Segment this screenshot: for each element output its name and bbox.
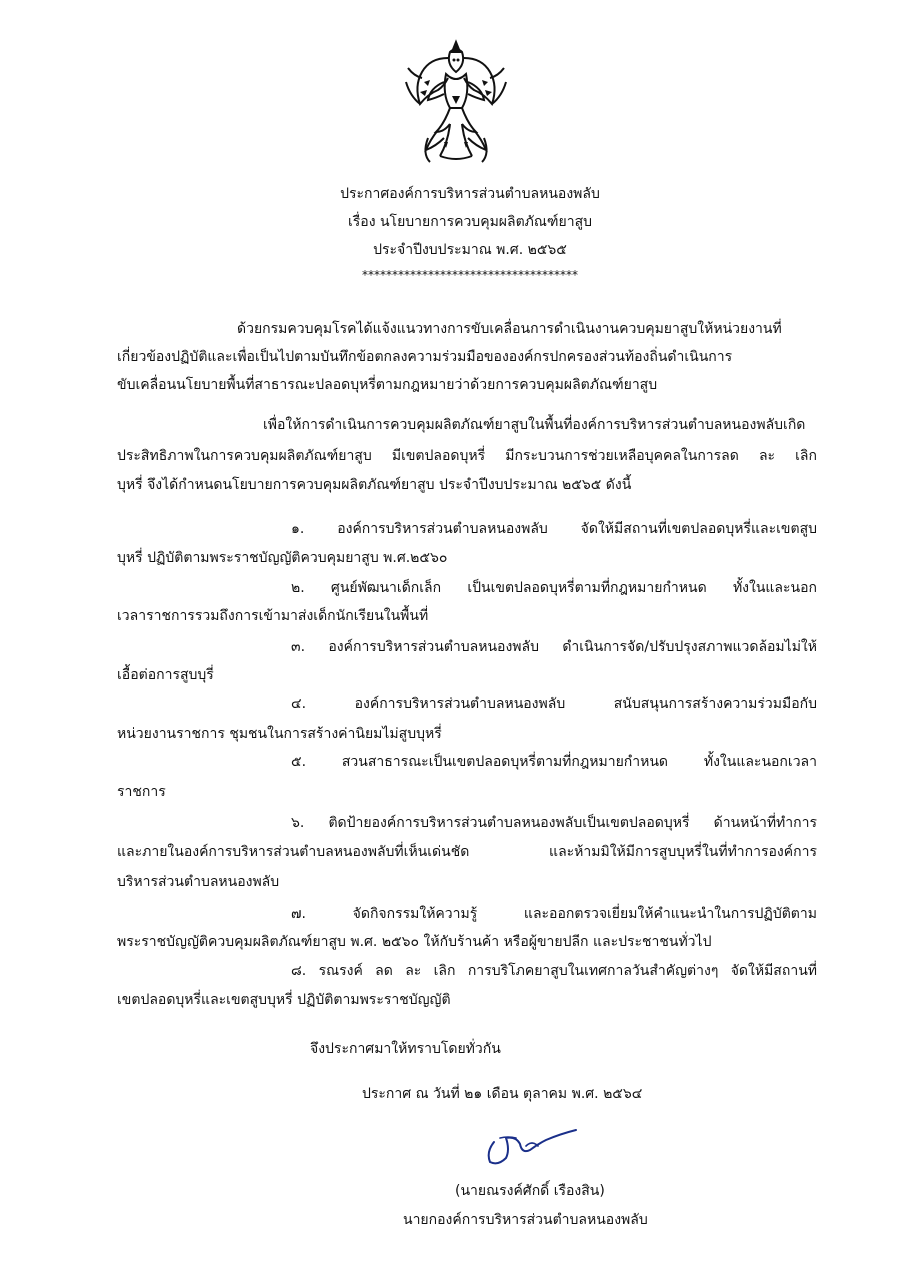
header-title: ประกาศองค์การบริหารส่วนตำบลหนองพลับ bbox=[340, 186, 600, 202]
header-subject: เรื่อง นโยบายการควบคุมผลิตภัณฑ์ยาสูบ bbox=[347, 214, 592, 230]
handwritten-signature bbox=[480, 1124, 580, 1170]
policy-item-8: ๘. รณรงค์ ลด ละ เลิก การบริโภคยาสูบในเทศกาลวันสำคัญต่างๆ จัดให้มีสถานที่ bbox=[291, 963, 817, 979]
policy-item-2: ๒. ศูนย์พัฒนาเด็กเล็ก เป็นเขตปลอดบุหรี่ตามที่กฎหมายกำหนด ทั้งในและนอก bbox=[291, 580, 817, 596]
policy-item-4-cont: หน่วยงานราชการ ชุมชนในการสร้างค่านิยมไม่สูบบุหรี่ bbox=[117, 726, 442, 742]
policy-item-8-cont: เขตปลอดบุหรี่และเขตสูบบุหรี่ ปฏิบัติตามพระราชบัญญัติ bbox=[117, 992, 451, 1008]
closing-announcement: จึงประกาศมาให้ทราบโดยทั่วกัน bbox=[310, 1041, 501, 1057]
intro-p2-line: บุหรี่ จึงได้กำหนดนโยบายการควบคุมผลิตภัณฑ์ยาสูบ ประจำปีงบประมาณ ๒๕๖๕ ดังนี้ bbox=[117, 477, 632, 493]
signatory-name: (นายณรงค์ศักดิ์ เรืองสิน) bbox=[455, 1183, 605, 1199]
policy-item-6-cont: และภายในองค์การบริหารส่วนตำบลหนองพลับที่เห็นเด่นชัด และห้ามมิให้มีการสูบบุหรี่ในที่ทำการองค์การ bbox=[117, 844, 817, 860]
announcement-date: ประกาศ ณ วันที่ ๒๑ เดือน ตุลาคม พ.ศ. ๒๕๖๔ bbox=[362, 1086, 643, 1102]
header-separator: ************************************ bbox=[362, 268, 578, 282]
policy-item-7-cont: พระราชบัญญัติควบคุมผลิตภัณฑ์ยาสูบ พ.ศ. ๒๕๖๐ ให้กับร้านค้า หรือผู้ขายปลีก และประชาชนทั่วไป bbox=[117, 934, 712, 950]
intro-p2-line: ประสิทธิภาพในการควบคุมผลิตภัณฑ์ยาสูบ มีเขตปลอดบุหรี่ มีกระบวนการช่วยเหลือบุคคลในการลด ละ เลิก bbox=[117, 448, 817, 464]
policy-item-5-cont: ราชการ bbox=[117, 784, 166, 800]
intro-p1-line: เกี่ยวข้องปฏิบัติและเพื่อเป็นไปตามบันทึกข้อตกลงความร่วมมือขององค์กรปกครองส่วนท้องถิ่นดำเนินการ bbox=[117, 349, 733, 365]
policy-item-6-cont: บริหารส่วนตำบลหนองพลับ bbox=[117, 874, 280, 890]
policy-item-5: ๕. สวนสาธารณะเป็นเขตปลอดบุหรี่ตามที่กฎหมายกำหนด ทั้งในและนอกเวลา bbox=[291, 754, 817, 770]
intro-p1-line: ขับเคลื่อนนโยบายพื้นที่สาธารณะปลอดบุหรี่ตามกฎหมายว่าด้วยการควบคุมผลิตภัณฑ์ยาสูบ bbox=[117, 377, 658, 393]
policy-item-3-cont: เอื้อต่อการสูบบุรี่ bbox=[117, 667, 214, 683]
intro-p1-line: ด้วยกรมควบคุมโรคได้แจ้งแนวทางการขับเคลื่อนการดำเนินงานควบคุมยาสูบให้หน่วยงานที่ bbox=[237, 321, 782, 337]
policy-item-1: ๑. องค์การบริหารส่วนตำบลหนองพลับ จัดให้มีสถานที่เขตปลอดบุหรี่และเขตสูบ bbox=[291, 521, 817, 537]
signatory-position: นายกองค์การบริหารส่วนตำบลหนองพลับ bbox=[403, 1212, 648, 1228]
policy-item-1-cont: บุหรี่ ปฏิบัติตามพระราชบัญญัติควบคุมยาสูบ พ.ศ.๒๕๖๐ bbox=[117, 550, 448, 566]
policy-item-4: ๔. องค์การบริหารส่วนตำบลหนองพลับ สนับสนุนการสร้างความร่วมมือกับ bbox=[291, 696, 817, 712]
policy-item-3: ๓. องค์การบริหารส่วนตำบลหนองพลับ ดำเนินการจัด/ปรับปรุงสภาพแวดล้อมไม่ให้ bbox=[291, 639, 817, 655]
policy-item-2-cont: เวลาราชการรวมถึงการเข้ามาส่งเด็กนักเรียนในพื้นที่ bbox=[117, 608, 429, 624]
intro-p2-line: เพื่อให้การดำเนินการควบคุมผลิตภัณฑ์ยาสูบในพื้นที่องค์การบริหารส่วนตำบลหนองพลับเกิด bbox=[263, 417, 806, 433]
policy-item-6: ๖. ติดป้ายองค์การบริหารส่วนตำบลหนองพลับเป็นเขตปลอดบุหรี่ ด้านหน้าที่ทำการ bbox=[291, 815, 817, 831]
header-fiscal-year: ประจำปีงบประมาณ พ.ศ. ๒๕๖๕ bbox=[373, 242, 567, 258]
garuda-emblem-icon bbox=[400, 38, 512, 166]
policy-item-7: ๗. จัดกิจกรรมให้ความรู้ และออกตรวจเยี่ยมให้คำแนะนำในการปฏิบัติตาม bbox=[291, 906, 817, 922]
